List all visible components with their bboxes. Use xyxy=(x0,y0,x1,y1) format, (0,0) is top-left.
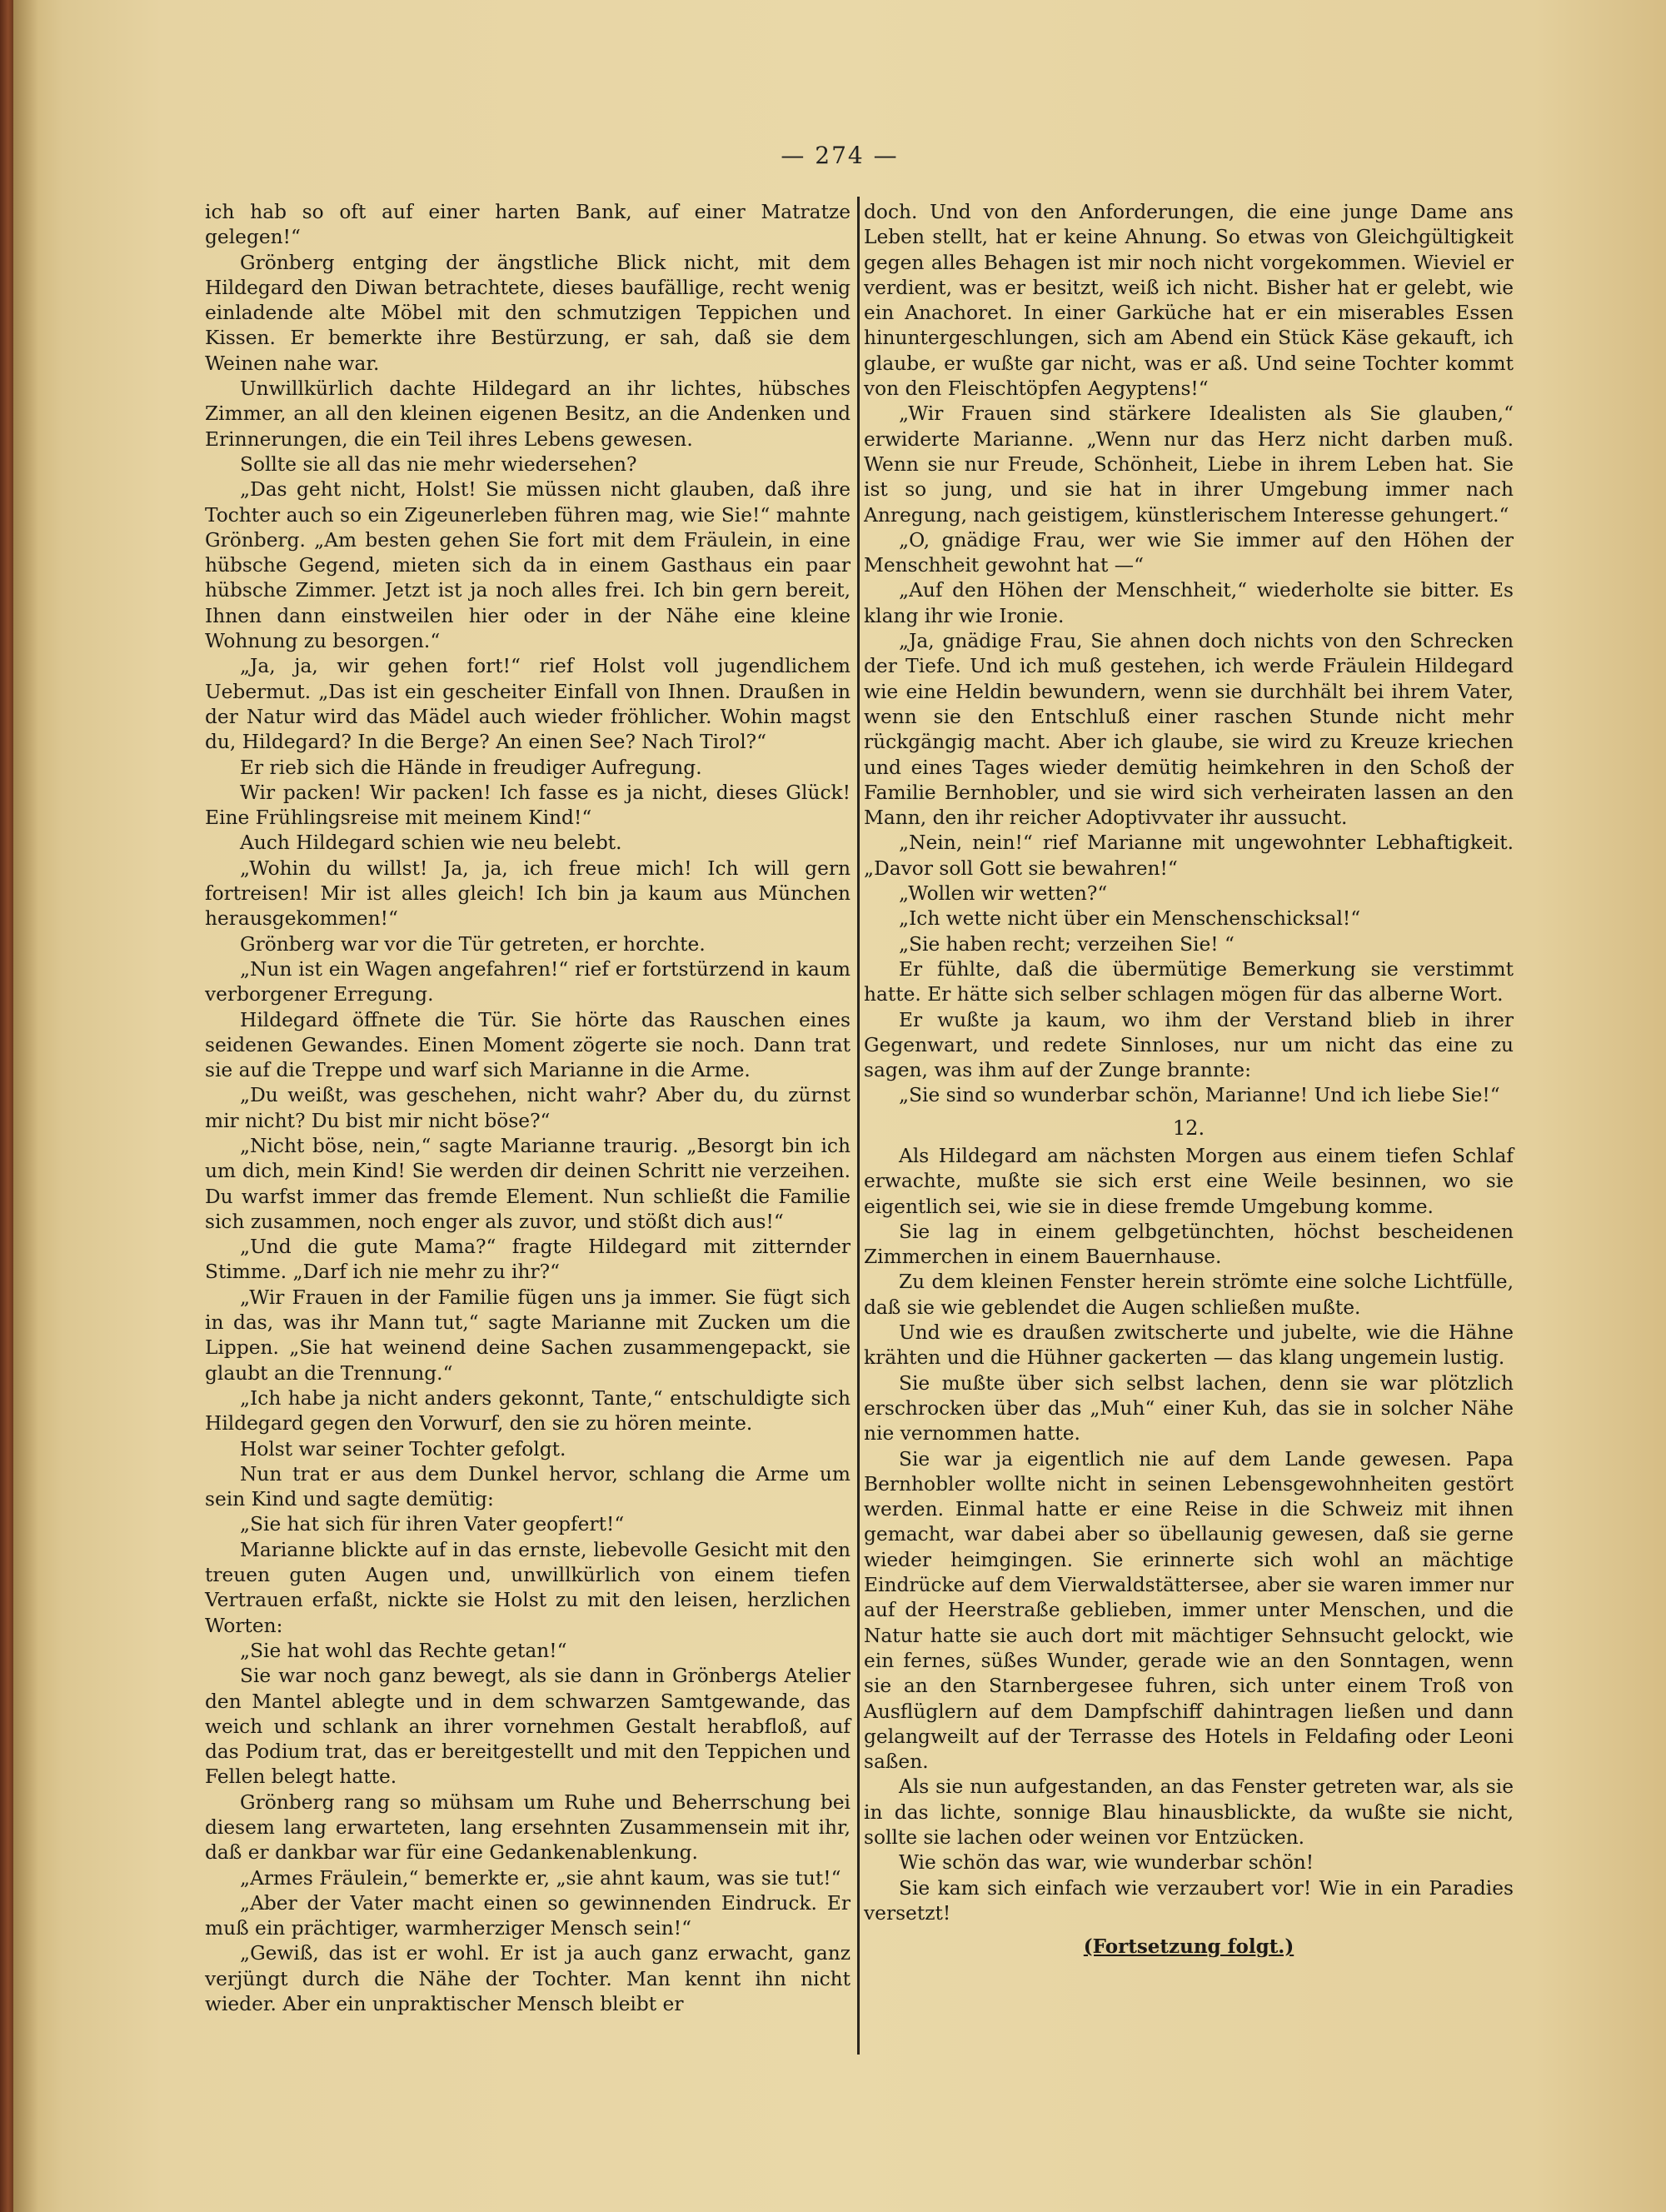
right-column xyxy=(864,200,1514,1960)
paragraph: Zu dem kleinen Fenster herein strömte eine solche Lichtfülle, daß sie wie geblendet die Augen schließen mußte. xyxy=(864,1271,1514,1319)
paragraph: „Sie hat wohl das Rechte getan!“ xyxy=(240,1639,567,1662)
paragraph: Grönberg rang so mühsam um Ruhe und Beherrschung bei diesem lang erwarteten, lang ersehnten Zusammensein mit ihr, daß er dankbar war für eine Gedankenablenkung. xyxy=(205,1790,850,1865)
paragraph: Sie kam sich einfach wie verzaubert vor! Wie in ein Paradies versetzt! xyxy=(864,1876,1514,1925)
paragraph: „Wir Frauen in der Familie fügen uns ja immer. Sie fügt sich in das, was ihr Mann tut,“ sagte Marianne mit Zucken um die Lippen. „Sie hat weinend deine Sachen zusammengepackt, sie glaubt an die Trennung.“ xyxy=(205,1286,850,1385)
paragraph: „Ja, ja, wir gehen fort!“ rief Holst voll jugendlichem Uebermut. „Das ist ein gescheiter Einfall von Ihnen. Draußen in der Natur wird das Mädel auch wieder fröhlicher. Wohin magst du, Hildegard? In die Berge? An einen See? Nach Tirol?“ xyxy=(205,655,850,754)
paragraph: „Wollen wir wetten?“ xyxy=(899,882,1108,906)
paragraph: Marianne blickte auf in das ernste, liebevolle Gesicht mit den treuen guten Augen und, unwillkürlich von einem tiefen Vertrauen erfaßt, nickte sie Holst zu mit den leisen, herzlichen Worten: xyxy=(205,1538,850,1637)
paragraph: „Sie hat sich für ihren Vater geopfert!“ xyxy=(240,1513,625,1536)
paragraph: „Ich wette nicht über ein Menschenschicksal!“ xyxy=(899,907,1361,931)
paragraph: „Nein, nein!“ rief Marianne mit ungewohnter Lebhaftigkeit. „Davor soll Gott sie bewahren!“ xyxy=(864,831,1514,880)
page-number: — 274 — xyxy=(781,142,899,169)
paragraph: „Nicht böse, nein,“ sagte Marianne traurig. „Besorgt bin ich um dich, mein Kind! Sie werden dir deinen Schritt nie verzeihen. Du warfst immer das fremde Element. Nun schließt die Familie sich zusammen, noch enger als zuvor, und stößt dich aus!“ xyxy=(205,1134,850,1233)
column-divider xyxy=(857,197,860,2055)
paragraph: „Sie sind so wunderbar schön, Marianne! Und ich liebe Sie!“ xyxy=(899,1084,1500,1107)
paragraph: „Wohin du willst! Ja, ja, ich freue mich! Ich will gern fortreisen! Mir ist alles gleich! Ich bin ja kaum aus München herausgekommen!“ xyxy=(205,856,850,931)
paragraph: Auch Hildegard schien wie neu belebt. xyxy=(240,831,622,855)
paragraph: „Das geht nicht, Holst! Sie müssen nicht glauben, daß ihre Tochter auch so ein Zigeunerleben führen mag, wie Sie!“ mahnte Grönberg. „Am besten gehen Sie fort mit dem Fräulein, in eine hübsche Gegend, mieten sich da in einem Gasthaus ein paar hübsche Zimmer. Jetzt ist ja noch alles frei. Ich bin gern bereit, Ihnen dann einstweilen hier oder in der Nähe eine kleine Wohnung zu besorgen.“ xyxy=(205,478,850,653)
paragraph: „Auf den Höhen der Menschheit,“ wiederholte sie bitter. Es klang ihr wie Ironie. xyxy=(864,579,1514,627)
paragraph: „Aber der Vater macht einen so gewinnenden Eindruck. Er muß ein prächtiger, warmherziger Mensch sein!“ xyxy=(205,1891,850,1940)
paragraph: „Ich habe ja nicht anders gekonnt, Tante,“ entschuldigte sich Hildegard gegen den Vorwurf, den sie zu hören meinte. xyxy=(205,1386,850,1436)
page-shadow xyxy=(13,0,38,2212)
paragraph: Und wie es draußen zwitscherte und jubelte, wie die Hähne krähten und die Hühner gackerten — das klang ungemein lustig. xyxy=(864,1321,1514,1370)
paragraph: „Wir Frauen sind stärkere Idealisten als Sie glauben,“ erwiderte Marianne. „Wenn nur das Herz nicht darben muß. Wenn sie nur Freude, Schönheit, Liebe in ihrem Leben hat. Sie ist so jung, und sie hat in ihrer Umgebung immer nach Anregung, nach geistigem, künstlerischem Interesse gehungert.“ xyxy=(864,402,1514,527)
continuation-note xyxy=(864,1935,1514,1960)
paragraph: Sie lag in einem gelbgetünchten, höchst bescheidenen Zimmerchen in einem Bauernhause. xyxy=(864,1220,1514,1269)
paragraph: ich hab so oft auf einer harten Bank, auf einer Matratze gelegen!“ xyxy=(205,201,850,249)
paragraph: Als Hildegard am nächsten Morgen aus einem tiefen Schlaf erwachte, mußte sie sich erst eine Weile besinnen, wo sie eigentlich sei, wie sie in diese fremde Umgebung komme. xyxy=(864,1144,1514,1218)
paragraph: Grönberg war vor die Tür getreten, er horchte. xyxy=(240,932,706,956)
paragraph: Sie war ja eigentlich nie auf dem Lande gewesen. Papa Bernhobler wollte nicht in seinen Lebensgewohnheiten gestört werden. Einmal hatte er eine Reise in die Schweiz mit ihnen gemacht, war dabei aber so übellaunig gewesen, daß sie gerne wieder heimgingen. Sie erinnerte sich wohl an mächtige Eindrücke auf dem Vierwaldstättersee, aber sie waren immer nur auf der Heerstraße geblieben, immer unter Menschen, und die Natur hatte sie auch dort mit mächtiger Sehnsucht gelockt, wie ein fernes, süßes Wunder, gerade wie an den Sonntagen, wenn sie an den Starnbergesee fuhren, sich unter einem Troß von Ausflüglern auf dem Dampfschiff dahintragen ließen und dann gelangweilt auf der Terrasse des Hotels in Feldafing oder Leoni saßen. xyxy=(864,1447,1514,1774)
paragraph: „Nun ist ein Wagen angefahren!“ rief er fortstürzend in kaum verborgener Erregung. xyxy=(205,957,850,1006)
right-column-bottom xyxy=(864,1144,1514,1926)
paragraph: Wie schön das war, wie wunderbar schön! xyxy=(899,1851,1314,1875)
paragraph: „Sie haben recht; verzeihen Sie! “ xyxy=(899,932,1235,956)
paragraph: Er rieb sich die Hände in freudiger Aufregung. xyxy=(240,756,702,779)
continuation-text: (Fortsetzung folgt.) xyxy=(1083,1935,1294,1959)
paragraph: Als sie nun aufgestanden, an das Fenster getreten war, als sie in das lichte, sonnige Blau hinausblickte, da wußte sie nicht, sollte sie lachen oder weinen vor Entzücken. xyxy=(864,1775,1514,1849)
newspaper-page xyxy=(13,0,1666,2212)
paragraph: „Gewiß, das ist er wohl. Er ist ja auch ganz erwacht, ganz verjüngt durch die Nähe der Tochter. Man kennt ihn nicht wieder. Aber ein unpraktischer Mensch bleibt er xyxy=(205,1942,850,2016)
paragraph: Unwillkürlich dachte Hildegard an ihr lichtes, hübsches Zimmer, an all den kleinen eigenen Besitz, an die Andenken und Erinnerungen, die ein Teil ihres Lebens gewesen. xyxy=(205,377,850,451)
paragraph: doch. Und von den Anforderungen, die eine junge Dame ans Leben stellt, hat er keine Ahnung. So etwas von Gleichgültigkeit gegen alles Behagen ist mir noch nicht vorgekommen. Wieviel er verdient, was er besitzt, weiß ich nicht. Bisher hat er gelebt, wie ein Anachoret. In einer Garküche hat er ein miserables Essen hinuntergeschlungen, sich am Abend ein Stück Käse gekauft, ich glaube, er wußte gar nicht, was er aß. Und seine Tochter kommt von den Fleischtöpfen Aegyptens!“ xyxy=(864,201,1514,401)
paragraph: „Und die gute Mama?“ fragte Hildegard mit zitternder Stimme. „Darf ich nie mehr zu ihr?“ xyxy=(205,1236,850,1284)
paragraph: „O, gnädige Frau, wer wie Sie immer auf den Höhen der Menschheit gewohnt hat —“ xyxy=(864,528,1514,577)
paragraph: „Ja, gnädige Frau, Sie ahnen doch nichts von den Schrecken der Tiefe. Und ich muß gestehen, ich werde Fräulein Hildegard wie eine Heldin bewundern, wenn sie durchhält bei ihrem Vater, wenn sie den Entschluß einer raschen Stunde nicht mehr rückgängig macht. Aber ich glaube, sie wird zu Kreuze kriechen und eines Tages wieder demütig heimkehren in den Schoß der Familie Bernhobler, und sie wird sich verheiraten lassen an den Mann, den ihr reicher Adoptivvater ihr aussucht. xyxy=(864,630,1514,830)
paragraph: Holst war seiner Tochter gefolgt. xyxy=(240,1437,566,1461)
book-binding xyxy=(0,0,13,2212)
paragraph: Grönberg entging der ängstliche Blick nicht, mit dem Hildegard den Diwan betrachtete, dieses baufällige, recht wenig einladende alte Möbel mit den schmutzigen Teppichen und Kissen. Er bemerkte ihre Bestürzung, er sah, daß sie dem Weinen nahe war. xyxy=(205,251,850,375)
paragraph: Nun trat er aus dem Dunkel hervor, schlang die Arme um sein Kind und sagte demütig: xyxy=(205,1462,850,1511)
paragraph: Er wußte ja kaum, wo ihm der Verstand blieb in ihrer Gegenwart, und redete Sinnloses, nur um nicht das eine zu sagen, was ihm auf der Zunge brannte: xyxy=(864,1008,1514,1082)
right-column-top xyxy=(864,200,1514,1109)
paragraph: Hildegard öffnete die Tür. Sie hörte das Rauschen eines seidenen Gewandes. Einen Moment zögerte sie noch. Dann trat sie auf die Treppe und warf sich Marianne in die Arme. xyxy=(205,1008,850,1082)
paragraph: Sie mußte über sich selbst lachen, denn sie war plötzlich erschrocken über das „Muh“ einer Kuh, das sie in solcher Nähe nie vernommen hatte. xyxy=(864,1371,1514,1446)
paragraph: Sollte sie all das nie mehr wiedersehen? xyxy=(240,452,637,476)
paragraph: Sie war noch ganz bewegt, als sie dann in Grönbergs Atelier den Mantel ablegte und in dem schwarzen Samtgewande, das weich und schlank an ihrer vornehmen Gestalt herabfloß, auf das Podium trat, das er bereitgestellt und mit den Teppichen und Fellen belegt hatte. xyxy=(205,1665,850,1789)
chapter-number: 12. xyxy=(1172,1116,1205,1140)
paragraph: „Armes Fräulein,“ bemerkte er, „sie ahnt kaum, was sie tut!“ xyxy=(240,1866,841,1890)
left-column xyxy=(205,200,850,2017)
paragraph: Er fühlte, daß die übermütige Bemerkung sie verstimmt hatte. Er hätte sich selber schlagen mögen für das alberne Wort. xyxy=(864,957,1514,1006)
paragraph: Wir packen! Wir packen! Ich fasse es ja nicht, dieses Glück! Eine Frühlingsreise mit meinem Kind!“ xyxy=(205,781,850,830)
paragraph: „Du weißt, was geschehen, nicht wahr? Aber du, du zürnst mir nicht? Du bist mir nicht böse?“ xyxy=(205,1084,850,1132)
